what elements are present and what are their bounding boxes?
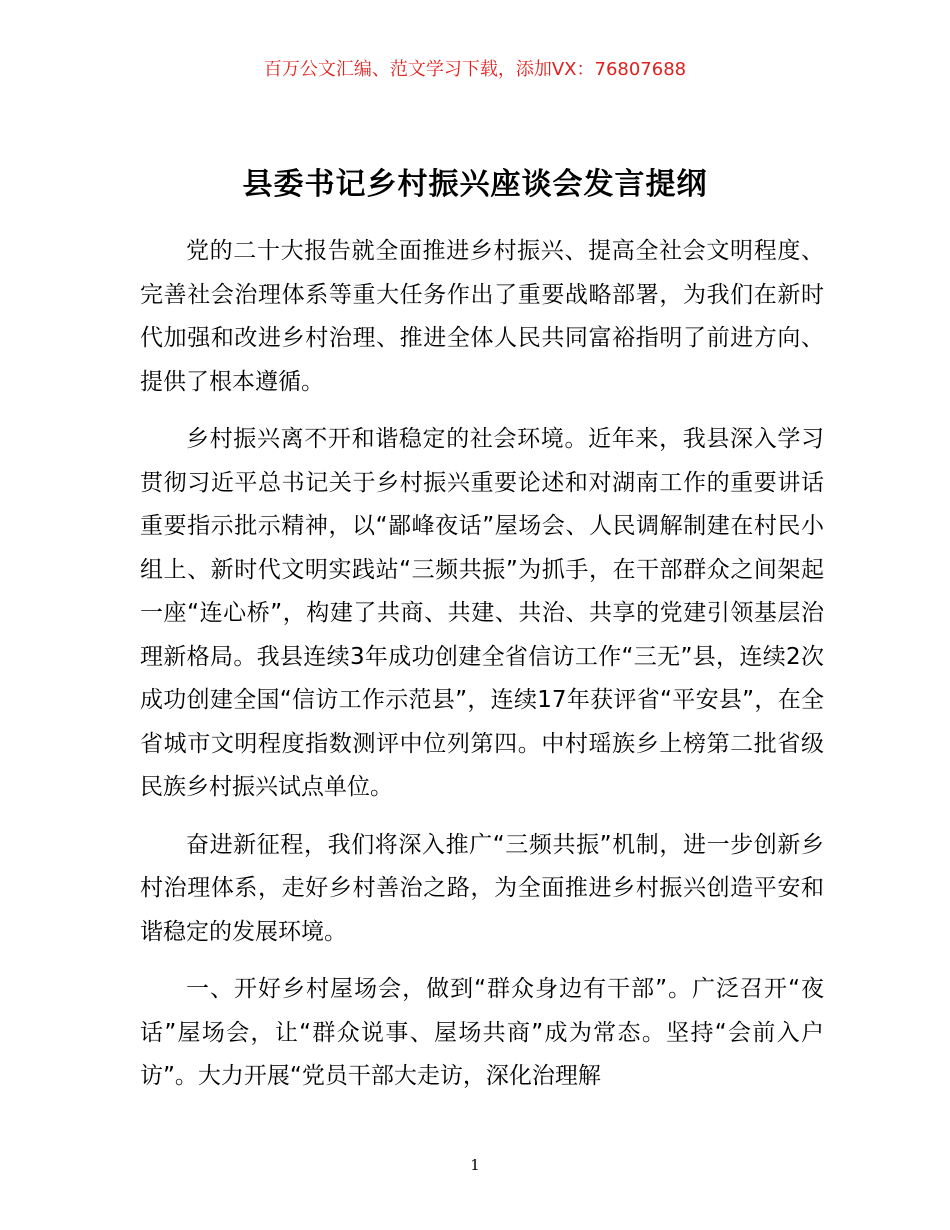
page-number: 1 — [470, 1156, 480, 1174]
document-title: 县委书记乡村振兴座谈会发言提纲 — [242, 167, 708, 202]
paragraph: 乡村振兴离不开和谐稳定的社会环境。近年来，我县深入学习贯彻习近平总书记关于乡村振兴重要论述和对湖南工作的重要讲话重要指示批示精神，以“鄙峰夜话”屋场会、人民调解制建在村民小组上、新时代文明实践站“三频共振”为抓手，在干部群众之间架起一座“连心桥”，构建了共商、共建、共治、共享的党建引领基层治理新格局。我县连续3年成功创建全省信访工作“三无”县，连续2次成功创建全国“信访工作示范县”，连续17年获评省“平安县”，在全省城市文明程度指数测评中位列第四。中村瑶族乡上榜第二批省级民族乡村振兴试点单位。 — [140, 426, 824, 800]
document-body — [140, 230, 824, 1113]
paragraph: 奋进新征程，我们将深入推广“三频共振”机制，进一步创新乡村治理体系，走好乡村善治之路，为全面推进乡村振兴创造平安和谐稳定的发展环境。 — [140, 831, 824, 945]
paragraph: 党的二十大报告就全面推进乡村振兴、提高全社会文明程度、完善社会治理体系等重大任务作出了重要战略部署，为我们在新时代加强和改进乡村治理、推进全体人民共同富裕指明了前进方向、提供了根本遵循。 — [140, 238, 824, 395]
paragraph: 一、开好乡村屋场会，做到“群众身边有干部”。广泛召开“夜话”屋场会，让“群众说事、屋场共商”成为常态。坚持“会前入户访”。大力开展“党员干部大走访，深化治理解 — [140, 976, 824, 1089]
header-note: 百万公文汇编、范文学习下载，添加VX：76807688 — [263, 59, 687, 80]
